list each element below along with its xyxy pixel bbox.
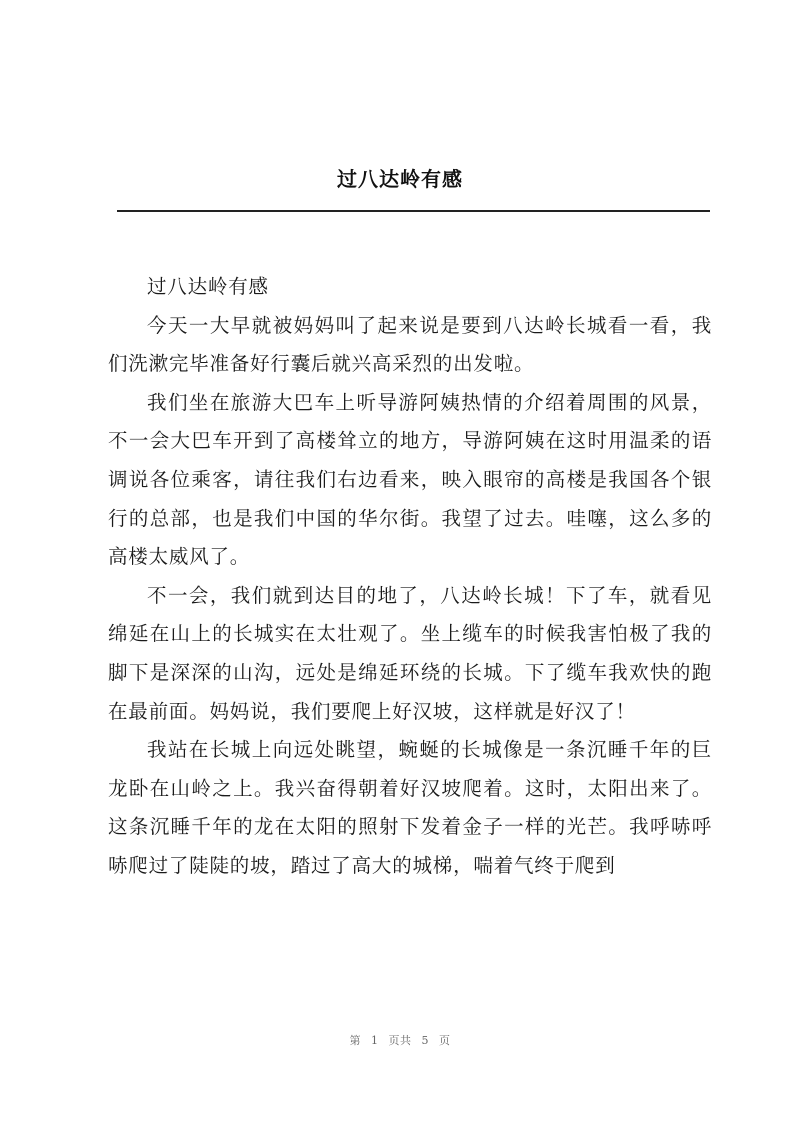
footer-suffix: 页 [439, 1034, 451, 1047]
document-body [108, 268, 712, 886]
paragraph: 不一会，我们就到达目的地了，八达岭长城！下了车，就看见绵延在山上的长城实在太壮观了。坐上缆车的时候我害怕极了我的脚下是深深的山沟，远处是绵延环绕的长城。下了缆车我欢快的跑在最前面。妈妈说，我们要爬上好汉坡，这样就是好汉了！ [108, 583, 712, 723]
footer-current-page: 1 [371, 1034, 379, 1047]
page-footer [0, 1032, 800, 1048]
paragraph: 今天一大早就被妈妈叫了起来说是要到八达岭长城看一看，我们洗漱完毕准备好行囊后就兴高采烈的出发啦。 [108, 313, 712, 376]
paragraph: 我站在长城上向远处眺望，蜿蜒的长城像是一条沉睡千年的巨龙卧在山岭之上。我兴奋得朝着好汉坡爬着。这时，太阳出来了。这条沉睡千年的龙在太阳的照射下发着金子一样的光芒。我呼哧呼哧爬过了陡陡的坡，踏过了高大的城梯，喘着气终于爬到 [108, 738, 712, 877]
title-divider [117, 210, 710, 212]
footer-total-pages: 5 [421, 1034, 429, 1047]
footer-prefix: 第 [349, 1034, 361, 1047]
paragraph-heading: 过八达岭有感 [147, 275, 269, 298]
paragraph: 我们坐在旅游大巴车上听导游阿姨热情的介绍着周围的风景，不一会大巴车开到了高楼耸立的地方，导游阿姨在这时用温柔的语调说各位乘客，请往我们右边看来，映入眼帘的高楼是我国各个银行的总部，也是我们中国的华尔街。我望了过去。哇噻，这么多的高楼太威风了。 [108, 390, 712, 569]
page-title: 过八达岭有感 [337, 167, 463, 191]
footer-middle: 页共 [388, 1034, 412, 1047]
